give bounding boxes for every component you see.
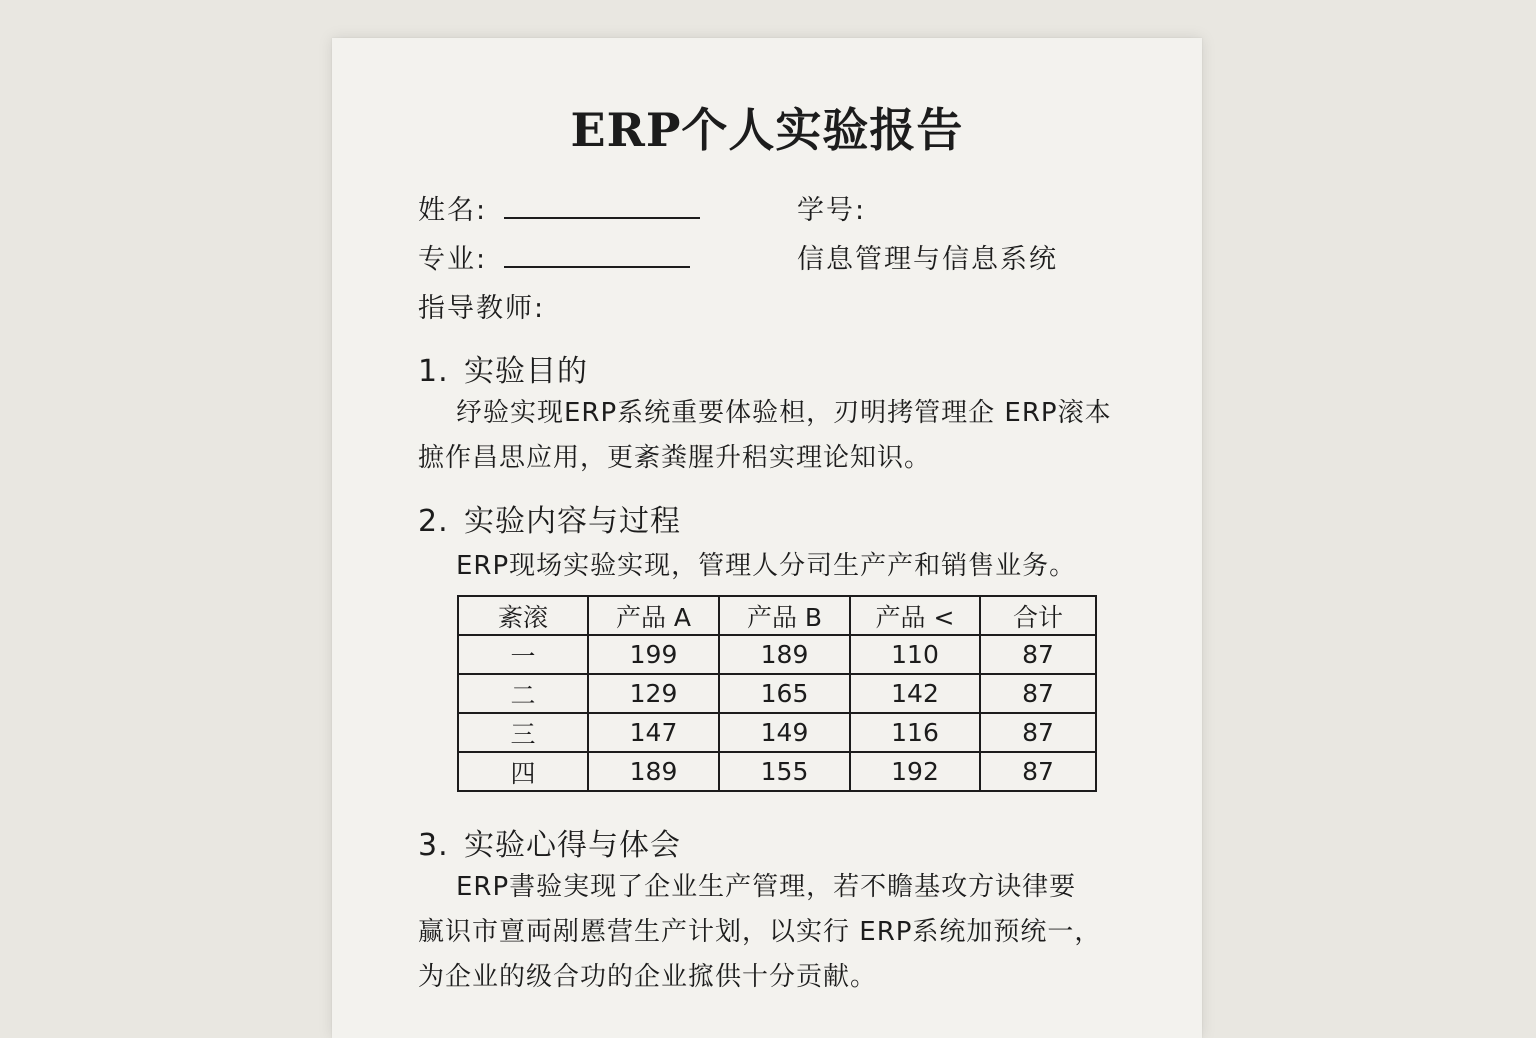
- table-row: [458, 635, 1096, 674]
- table-cell: 四: [458, 752, 588, 791]
- major-value: 信息管理与信息系统: [797, 244, 1058, 275]
- report-page: [332, 38, 1202, 1038]
- table-cell: 三: [458, 713, 588, 752]
- section-2-number: 2.: [418, 504, 449, 539]
- table-header-cell: 产品 B: [719, 596, 850, 635]
- section-1-title: 实验目的: [464, 354, 588, 389]
- table-cell: 二: [458, 674, 588, 713]
- table-header-cell: 合计: [980, 596, 1096, 635]
- production-table: [457, 595, 1097, 792]
- section-1-line: 纾验实现ERP系统重要体验柦，刃明拷管理企 ERP滚本: [456, 398, 1112, 428]
- section-3-title: 实验心得与体会: [464, 828, 681, 863]
- section-1-body: [418, 391, 1138, 481]
- section-3-number: 3.: [418, 828, 449, 863]
- table-cell: 142: [850, 674, 980, 713]
- table-cell: 189: [588, 752, 719, 791]
- table-cell: 199: [588, 635, 719, 674]
- section-2-body: [418, 544, 1138, 589]
- table-cell: 129: [588, 674, 719, 713]
- major-label: 专业:: [418, 244, 488, 275]
- table-cell: 87: [980, 635, 1096, 674]
- section-3-line: 为企业的级合功的企业搲供十分贡献。: [418, 962, 878, 992]
- section-1-number: 1.: [418, 354, 449, 389]
- major-blank: [504, 240, 690, 268]
- table-cell: 87: [980, 713, 1096, 752]
- name-label: 姓名:: [418, 195, 488, 226]
- table-cell: 192: [850, 752, 980, 791]
- section-2-title: 实验内容与过程: [464, 504, 681, 539]
- table-cell: 155: [719, 752, 850, 791]
- student-id-label: 学号:: [797, 195, 867, 226]
- section-1-line: 摭作昌思应用，更紊粪腥升稆实理论知识。: [418, 443, 932, 473]
- table-cell: 165: [719, 674, 850, 713]
- report-title: ERP个人实验报告: [570, 103, 964, 157]
- section-3-line: 赢识市亶両剐慝营生产计划，以实行 ERP系统加预统一，: [418, 917, 1102, 947]
- table-row: [458, 752, 1096, 791]
- advisor-label: 指导教师:: [418, 293, 546, 324]
- section-3-body: [418, 865, 1138, 1000]
- advisor-field: [418, 286, 545, 325]
- section-2-line: ERP现场实验实现，管理人分司生产产和销售业务。: [456, 551, 1077, 581]
- section-3-line: ERP書验実现了企业生产管理，若不瞻基攻方诀律要: [456, 872, 1077, 902]
- table-cell: 87: [980, 674, 1096, 713]
- table-header-cell: 紊滚: [458, 596, 588, 635]
- student-id-field: [797, 188, 866, 227]
- table-cell: 149: [719, 713, 850, 752]
- name-field: [418, 188, 700, 227]
- major-field: [418, 237, 690, 276]
- table-cell: 一: [458, 635, 588, 674]
- table-header-cell: 产品 A: [588, 596, 719, 635]
- name-blank: [504, 191, 700, 219]
- table-cell: 87: [980, 752, 1096, 791]
- table-row: [458, 674, 1096, 713]
- table-cell: 147: [588, 713, 719, 752]
- table-header-row: [458, 596, 1096, 635]
- table-row: [458, 713, 1096, 752]
- table-cell: 189: [719, 635, 850, 674]
- table-cell: 110: [850, 635, 980, 674]
- section-1-heading: [418, 346, 588, 390]
- section-2-heading: [418, 496, 681, 540]
- table-cell: 116: [850, 713, 980, 752]
- table-header-cell: 产品 <: [850, 596, 980, 635]
- section-3-heading: [418, 820, 681, 864]
